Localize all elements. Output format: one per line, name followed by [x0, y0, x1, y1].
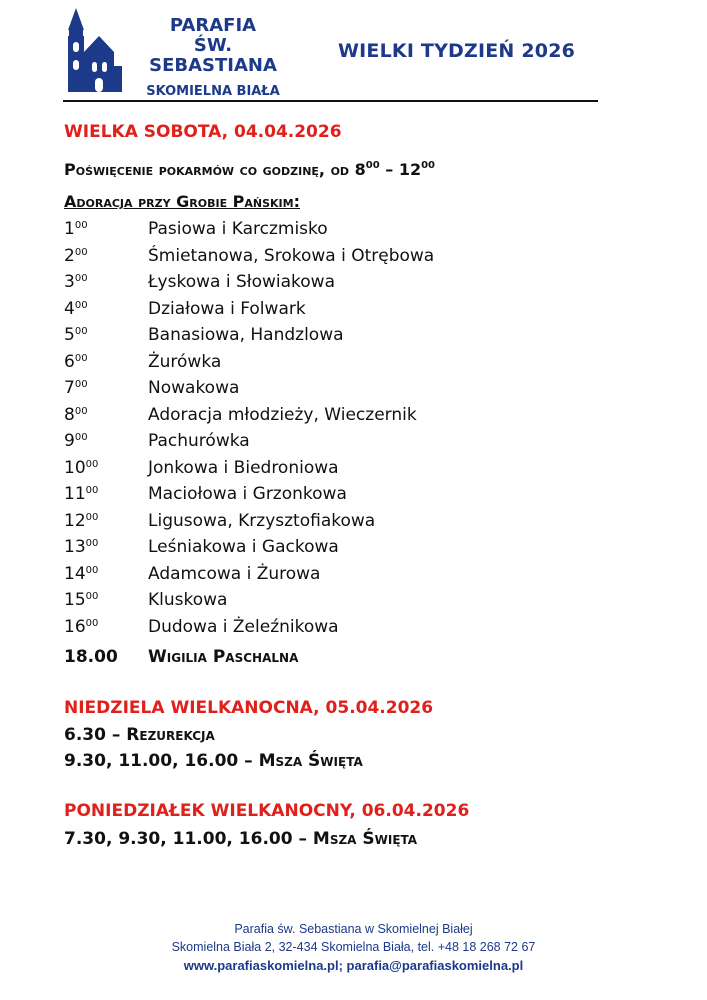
adoration-streets: Łyskowa i Słowiakowa [148, 272, 335, 292]
vigil-label: Wigilia Paschalna [148, 647, 299, 667]
adoration-item [64, 243, 434, 270]
adoration-hour [64, 349, 148, 376]
adoration-hour [64, 455, 148, 482]
adoration-item [64, 587, 434, 614]
adoration-hour [64, 322, 148, 349]
adoration-streets: Śmietanowa, Srokowa i Otrębowa [148, 245, 435, 266]
vigil-time: 18.00 [64, 647, 118, 667]
adoration-item [64, 614, 434, 641]
footer-contact-links[interactable]: www.parafiaskomielna.pl; parafia@parafiaskomielna.pl [183, 958, 524, 973]
adoration-streets: Pachurówka [148, 431, 250, 451]
adoration-hour [64, 428, 148, 455]
adoration-hour-value: 7 [64, 378, 75, 398]
adoration-item [64, 481, 434, 508]
adoration-hour-sup: 00 [85, 485, 99, 496]
adoration-hour [64, 296, 148, 323]
adoration-hour-sup: 00 [74, 352, 88, 364]
adoration-hour-value: 3 [64, 272, 75, 292]
sunday-heading: NIEDZIELA WIELKANOCNA, 05.04.2026 [64, 698, 434, 718]
adoration-streets: Pasiowa i Karczmisko [148, 219, 328, 239]
adoration-hour-sup: 00 [74, 326, 88, 337]
adoration-item [64, 508, 434, 535]
adoration-hour-value: 6 [64, 351, 75, 372]
sunday-line-1-label: Rezurekcja [126, 725, 215, 745]
adoration-hour [64, 614, 148, 641]
sunday-line-1 [64, 725, 215, 745]
parish-name [128, 16, 298, 100]
monday-line-1-label: Msza Święta [312, 829, 418, 849]
adoration-hour [64, 587, 148, 614]
adoration-hour-value: 2 [64, 245, 75, 266]
footer-line-2: Skomielna Biała 2, 32-434 Skomielna Biała, tel. +48 18 268 72 67 [171, 940, 536, 954]
monday-line-1 [64, 829, 417, 849]
adoration-hour-sup: 00 [85, 617, 99, 629]
adoration-hour [64, 508, 148, 535]
adoration-hour [64, 481, 148, 508]
adoration-label: Adoracja przy Grobie Pańskim: [64, 192, 300, 211]
adoration-item [64, 349, 434, 376]
adoration-streets: Kluskowa [148, 590, 228, 610]
adoration-hour-value: 10 [64, 457, 86, 478]
monday-heading: PONIEDZIAŁEK WIELKANOCNY, 06.04.2026 [64, 801, 470, 821]
adoration-hour-value: 5 [64, 325, 75, 345]
adoration-hour-sup: 00 [74, 246, 88, 258]
parish-line-2: ŚW. SEBASTIANA [149, 35, 277, 76]
adoration-item [64, 296, 434, 323]
adoration-hour-value: 9 [64, 431, 75, 451]
blessing-start-sup: 00 [365, 160, 380, 171]
adoration-hour-value: 1 [64, 219, 75, 239]
adoration-hour [64, 216, 148, 243]
adoration-hour-sup: 00 [74, 299, 88, 311]
adoration-item [64, 269, 434, 296]
parish-line-1: PARAFIA [169, 15, 257, 36]
adoration-hour-sup: 00 [74, 405, 88, 417]
adoration-streets: Działowa i Folwark [148, 298, 306, 319]
adoration-item [64, 561, 434, 588]
adoration-item [64, 216, 434, 243]
adoration-hour-sup: 00 [74, 432, 88, 443]
footer-line-1: Parafia św. Sebastiana w Skomielnej Białej [234, 922, 473, 936]
church-logo-icon [62, 8, 124, 92]
adoration-hour-sup: 00 [85, 458, 99, 470]
adoration-streets: Jonkowa i Biedroniowa [148, 457, 339, 478]
adoration-streets: Maciołowa i Grzonkowa [148, 484, 347, 504]
adoration-streets: Nowakowa [148, 378, 240, 398]
blessing-label: Poświęcenie pokarmów co godzinę, od 8 [64, 160, 366, 179]
adoration-hour [64, 375, 148, 402]
adoration-hour [64, 534, 148, 561]
adoration-hour-sup: 00 [74, 273, 88, 284]
sunday-line-1-time: 6.30 – [64, 725, 127, 745]
sunday-line-2 [64, 751, 363, 771]
sunday-line-2-label: Msza Święta [258, 751, 363, 771]
adoration-item [64, 322, 434, 349]
adoration-hour-sup: 00 [74, 220, 88, 231]
adoration-hour-value: 4 [64, 298, 75, 319]
adoration-item [64, 375, 434, 402]
adoration-hour [64, 269, 148, 296]
adoration-hour [64, 561, 148, 588]
adoration-streets: Banasiowa, Handzlowa [148, 325, 344, 345]
sunday-line-2-time: 9.30, 11.00, 16.00 – [64, 751, 259, 771]
adoration-hour-sup: 00 [85, 591, 99, 602]
adoration-item [64, 455, 434, 482]
parish-line-3: SKOMIELNA BIAŁA [146, 84, 280, 99]
blessing-line [64, 160, 435, 179]
header-divider [63, 100, 598, 102]
adoration-hour-value: 14 [64, 563, 86, 584]
adoration-hour-value: 15 [64, 590, 86, 610]
adoration-hour-value: 16 [64, 616, 86, 637]
adoration-streets: Dudowa i Żeleźnikowa [148, 616, 339, 637]
adoration-hour-value: 12 [64, 510, 86, 531]
adoration-streets: Żurówka [148, 351, 222, 372]
adoration-item [64, 534, 434, 561]
adoration-hour [64, 402, 148, 429]
adoration-streets: Adamcowa i Żurowa [148, 563, 321, 584]
adoration-hour-value: 8 [64, 404, 75, 425]
adoration-hour-sup: 00 [74, 379, 88, 390]
adoration-hour-sup: 00 [85, 511, 99, 523]
adoration-list [64, 216, 434, 640]
adoration-hour-value: 13 [64, 537, 86, 557]
monday-line-1-time: 7.30, 9.30, 11.00, 16.00 – [64, 829, 313, 849]
page-title: WIELKI TYDZIEŃ 2026 [338, 40, 576, 62]
adoration-hour-sup: 00 [85, 538, 99, 549]
adoration-hour [64, 243, 148, 270]
adoration-hour-value: 11 [64, 484, 86, 504]
blessing-end-sup: 00 [421, 160, 436, 171]
adoration-hour-sup: 00 [85, 564, 99, 576]
adoration-item [64, 428, 434, 455]
adoration-item [64, 402, 434, 429]
adoration-streets: Adoracja młodzieży, Wieczernik [148, 404, 417, 425]
blessing-dash: – 12 [379, 160, 422, 179]
saturday-heading: WIELKA SOBOTA, 04.04.2026 [64, 122, 342, 142]
adoration-streets: Leśniakowa i Gackowa [148, 537, 339, 557]
adoration-streets: Ligusowa, Krzysztofiakowa [148, 510, 376, 531]
vigil-line [64, 647, 298, 667]
